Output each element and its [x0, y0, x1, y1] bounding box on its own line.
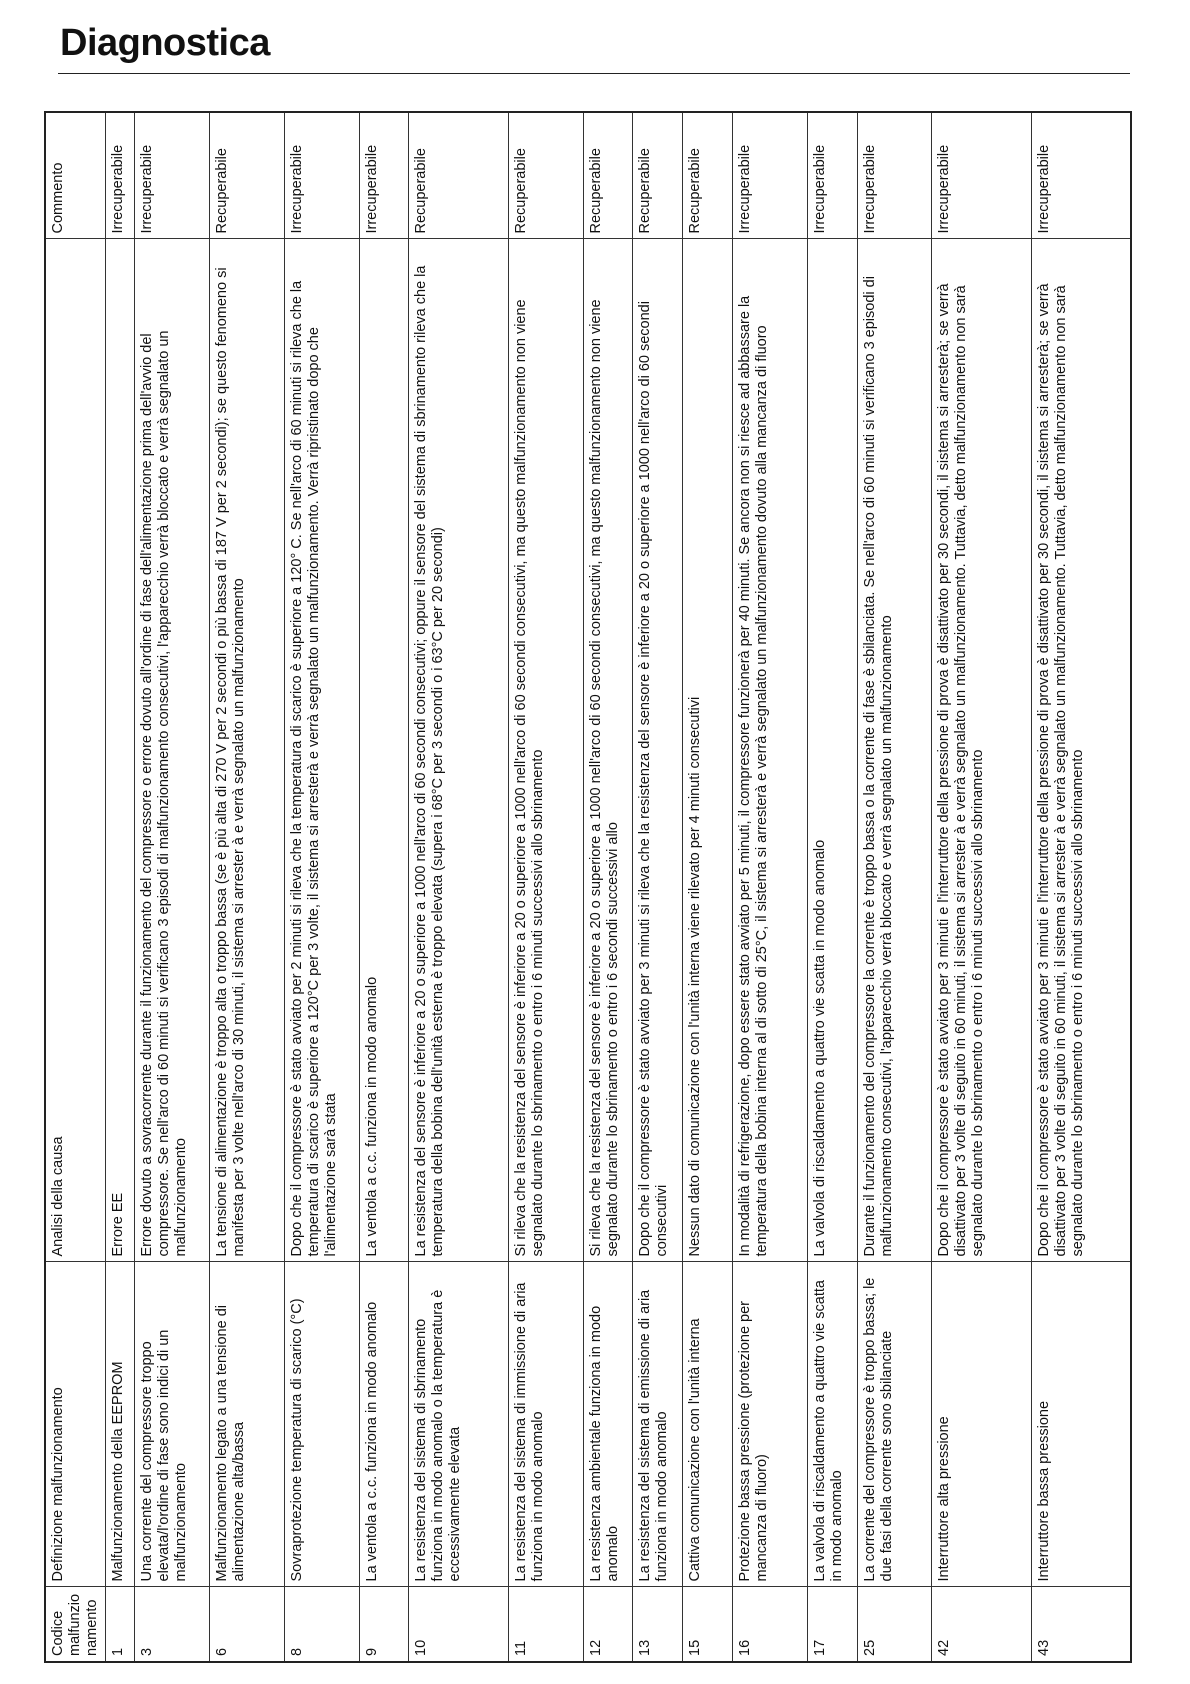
cell-definition: Cattiva comunicazione con l'unità interna: [683, 1262, 733, 1587]
cell-definition: Una corrente del compressore troppo elevata/l'ordine di fase sono indici di un malfunzionamento: [135, 1262, 210, 1587]
cell-definition: La corrente del compressore è troppo bassa; le due fasi della corrente sono sbilanciate: [857, 1262, 932, 1587]
cell-code: 17: [807, 1587, 857, 1662]
cell-comment: Irrecuperabile: [807, 112, 857, 239]
table-row: [683, 112, 733, 1662]
cell-cause: Dopo che il compressore è stato avviato per 3 minuti e l'interruttore della pressione di prova è disattivato per 30 secondi, il sistema si arresterà; se verrà disattivato per 3 volte di seguito in 60 minuti, il sistema si arrester à e verrà segnalato un malfunzionamento. Tuttavia, detto malfunzionamento non sarà segnalato durante lo sbrinamento o entro i 6 minuti successivi allo sbrinamento: [932, 239, 1032, 1262]
cell-definition: La ventola a c.c. funziona in modo anomalo: [359, 1262, 409, 1587]
cell-definition: Interruttore alta pressione: [932, 1262, 1032, 1587]
diagnostic-table-rotated: [44, 113, 1132, 1663]
cell-cause: La tensione di alimentazione è troppo alta o troppo bassa (se è più alta di 270 V per 2 secondi o più bassa di 187 V per 2 secondi); se questo fenomeno si manifesta per 3 volte nell'arco di 30 minuti, il sistema si arrester à e verrà segnalato un malfunzionamento: [210, 239, 285, 1262]
diagnostic-table: [44, 111, 1132, 1663]
cell-comment: Irrecuperabile: [135, 112, 210, 239]
table-header-row: [45, 112, 106, 1662]
table-row: [1031, 112, 1131, 1662]
table-row: [210, 112, 285, 1662]
cell-cause: La ventola a c.c. funziona in modo anomalo: [359, 239, 409, 1262]
cell-definition: Malfunzionamento della EEPROM: [106, 1262, 135, 1587]
cell-cause: Dopo che il compressore è stato avviato per 2 minuti si rileva che la temperatura di scarico è superiore a 120° C. Se nell'arco di 60 minuti si rileva che la temperatura di scarico è superiore a 120°C per 3 volte, il sistema si arresterà e verrà segnalato un malfunzionamento. Verrà ripristinato dopo che l'alimentazione sarà stata: [284, 239, 359, 1262]
cell-cause: La valvola di riscaldamento a quattro vie scatta in modo anomalo: [807, 239, 857, 1262]
table-row: [359, 112, 409, 1662]
table-row: [409, 112, 509, 1662]
cell-code: 16: [733, 1587, 808, 1662]
cell-cause: Nessun dato di comunicazione con l'unità interna viene rilevato per 4 minuti consecutivi: [683, 239, 733, 1262]
cell-comment: Irrecuperabile: [106, 112, 135, 239]
cell-definition: La valvola di riscaldamento a quattro vie scatta in modo anomalo: [807, 1262, 857, 1587]
cell-comment: Irrecuperabile: [857, 112, 932, 239]
page-title: Diagnostica: [60, 22, 270, 64]
cell-code: 42: [932, 1587, 1032, 1662]
cell-code: 11: [508, 1587, 583, 1662]
table-row: [857, 112, 932, 1662]
cell-comment: Recuperabile: [683, 112, 733, 239]
cell-comment: Recuperabile: [633, 112, 683, 239]
cell-definition: Protezione bassa pressione (protezione per mancanza di fluoro): [733, 1262, 808, 1587]
cell-definition: Sovraprotezione temperatura di scarico (°C): [284, 1262, 359, 1587]
cell-definition: La resistenza ambientale funziona in modo anomalo: [583, 1262, 633, 1587]
cell-definition: Malfunzionamento legato a una tensione di alimentazione alta/bassa: [210, 1262, 285, 1587]
cell-code: 43: [1031, 1587, 1131, 1662]
table-row: [807, 112, 857, 1662]
cell-cause: Si rileva che la resistenza del sensore è inferiore a 20 o superiore a 1000 nell'arco di 60 secondi consecutivi, ma questo malfunzionamento non viene segnalato durante lo sbrinamento o entro i 6 secondi successivi allo: [583, 239, 633, 1262]
table-row: [135, 112, 210, 1662]
cell-code: 12: [583, 1587, 633, 1662]
cell-code: 25: [857, 1587, 932, 1662]
title-divider: [58, 73, 1130, 74]
cell-code: 3: [135, 1587, 210, 1662]
cell-code: 10: [409, 1587, 509, 1662]
table-row: [106, 112, 135, 1662]
table-row: [733, 112, 808, 1662]
cell-code: 1: [106, 1587, 135, 1662]
cell-cause: Errore dovuto a sovracorrente durante il funzionamento del compressore o errore dovuto all'ordine di fase dell'alimentazione prima dell'avvio del compressore. Se nell'arco di 60 minuti si verificano 3 episodi di malfunzionamento consecutivi, l'apparecchio verrà bloccato e verrà segnalato un malfunzionamento: [135, 239, 210, 1262]
cell-comment: Recuperabile: [210, 112, 285, 239]
cell-code: 6: [210, 1587, 285, 1662]
cell-code: 15: [683, 1587, 733, 1662]
cell-code: 9: [359, 1587, 409, 1662]
cell-definition: La resistenza del sistema di sbrinamento funziona in modo anomalo o la temperatura è eccessivamente elevata: [409, 1262, 509, 1587]
cell-definition: La resistenza del sistema di immissione di aria funziona in modo anomalo: [508, 1262, 583, 1587]
cell-cause: Dopo che il compressore è stato avviato per 3 minuti si rileva che la resistenza del sensore è inferiore a 20 o superiore a 1000 nell'arco di 60 secondi consecutivi: [633, 239, 683, 1262]
header-definition: Definizione malfunzionamento: [45, 1262, 106, 1587]
table-row: [508, 112, 583, 1662]
cell-comment: Recuperabile: [583, 112, 633, 239]
cell-comment: Irrecuperabile: [284, 112, 359, 239]
header-cause: Analisi della causa: [45, 239, 106, 1262]
table-row: [932, 112, 1032, 1662]
cell-code: 13: [633, 1587, 683, 1662]
table-row: [633, 112, 683, 1662]
cell-comment: Irrecuperabile: [733, 112, 808, 239]
cell-cause: Errore EE: [106, 239, 135, 1262]
cell-comment: Irrecuperabile: [932, 112, 1032, 239]
header-code: Codice malfunzio namento: [45, 1587, 106, 1662]
cell-cause: Si rileva che la resistenza del sensore è inferiore a 20 o superiore a 1000 nell'arco di 60 secondi consecutivi, ma questo malfunzionamento non viene segnalato durante lo sbrinamento o entro i 6 minuti successivi allo sbrinamento: [508, 239, 583, 1262]
cell-definition: La resistenza del sistema di emissione di aria funziona in modo anomalo: [633, 1262, 683, 1587]
cell-comment: Recuperabile: [508, 112, 583, 239]
table-row: [284, 112, 359, 1662]
cell-comment: Irrecuperabile: [1031, 112, 1131, 239]
table-row: [583, 112, 633, 1662]
header-comment: Commento: [45, 112, 106, 239]
cell-code: 8: [284, 1587, 359, 1662]
cell-comment: Recuperabile: [409, 112, 509, 239]
cell-definition: Interruttore bassa pressione: [1031, 1262, 1131, 1587]
cell-cause: Durante il funzionamento del compressore la corrente è troppo bassa o la corrente di fase è sbilanciata. Se nell'arco di 60 minuti si verificano 3 episodi di malfunzionamento consecutivi, l'apparecchio verrà bloccato e verrà segnalato un malfunzionamento: [857, 239, 932, 1262]
cell-comment: Irrecuperabile: [359, 112, 409, 239]
cell-cause: In modalità di refrigerazione, dopo essere stato avviato per 5 minuti, il compressore funzionerà per 40 minuti. Se ancora non si riesce ad abbassare la temperatura della bobina interna al di sotto di 25°C, il sistema si arresterà e verrà segnalato un malfunzionamento dovuto alla mancanza di fluoro: [733, 239, 808, 1262]
cell-cause: Dopo che il compressore è stato avviato per 3 minuti e l'interruttore della pressione di prova è disattivato per 30 secondi, il sistema si arresterà; se verrà disattivato per 3 volte di seguito in 60 minuti, il sistema si arrester à e verrà segnalato un malfunzionamento. Tuttavia, detto malfunzionamento non sarà segnalato durante lo sbrinamento o entro i 6 minuti successivi allo sbrinamento: [1031, 239, 1131, 1262]
cell-cause: La resistenza del sensore è inferiore a 20 o superiore a 1000 nell'arco di 60 secondi consecutivi; oppure il sensore del sistema di sbrinamento rileva che la temperatura della bobina dell'unità esterna è troppo elevata (supera i 68°C per 3 secondi o i 63°C per 20 secondi): [409, 239, 509, 1262]
